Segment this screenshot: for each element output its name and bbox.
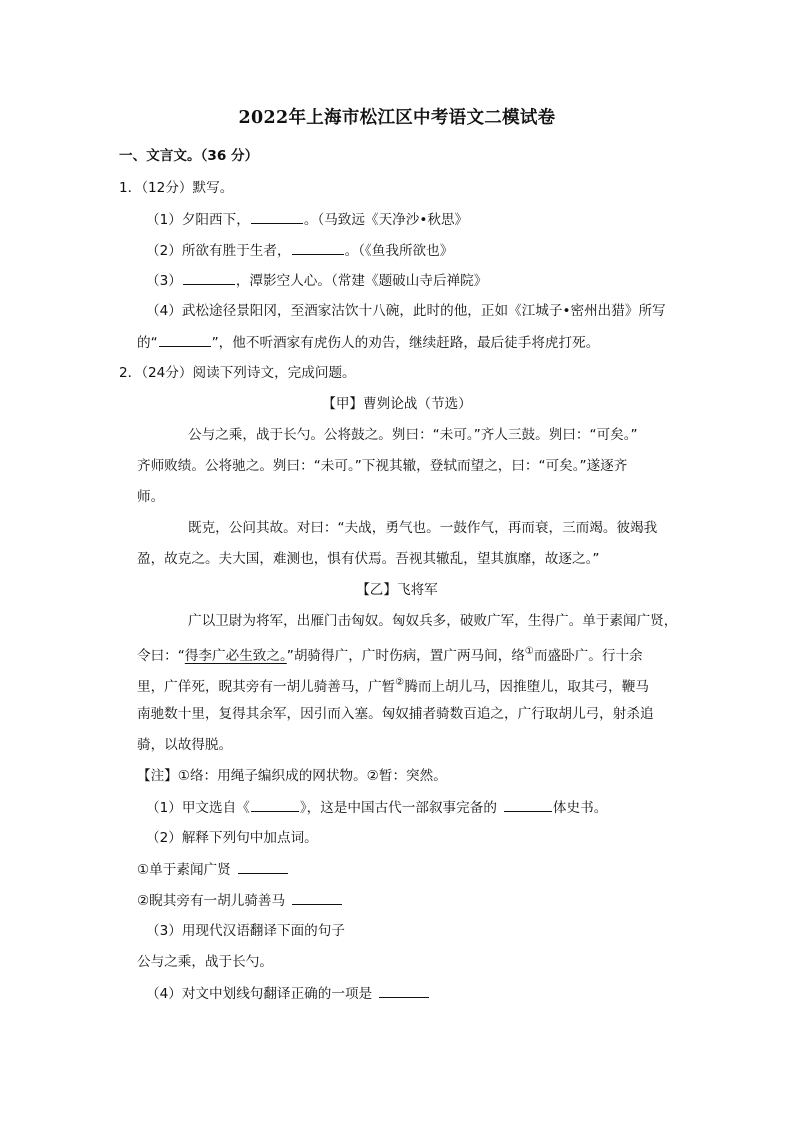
q2-sub-3: （3）用现代汉语翻译下面的句子 [146,923,345,939]
q1-item-4-text-b: ”，他不听酒家有虎伤人的劝告，继续赶路，最后徒手将虎打死。 [211,335,600,351]
passage-yi-line: 广以卫尉为将军，出雁门击匈奴。匈奴兵多，破败广军，生得广。单于素闻广贤， [188,613,678,629]
q2-sub-3-sentence: 公与之乘，战于长勺。 [137,954,273,970]
q1-item-1-text-a: （1）夕阳西下， [146,212,250,228]
q2-sub-2-item-1-text: ①单于素闻广贤 [137,862,231,878]
answer-blank[interactable] [159,332,211,347]
q2-sub-1-text-c: 体史书。 [552,800,608,816]
passage-jia-line: 盈，故克之。夫大国，难测也，惧有伏焉。吾视其辙乱，望其旗靡，故逐之。” [137,551,600,567]
footnote-marker: ① [524,646,534,657]
passage-jia-title: 【甲】曹刿论战（节选） [322,396,472,412]
q1-item-3 [146,270,487,291]
q2-sub-4-text: （4）对文中划线句翻译正确的一项是 [146,986,373,1002]
q2-sub-2-item-1 [137,859,289,880]
passage-jia-line: 公与之乘，战于长勺。公将鼓之。刿曰：“未可。”齐人三鼓。刿曰：“可矣。” [188,427,638,443]
passage-jia-line: 齐师败绩。公将驰之。刿曰：“未可。”下视其辙，登轼而望之，曰：“可矣。”遂逐齐 [137,458,628,474]
q1-item-1 [146,209,468,230]
underlined-sentence: 得李广必生致之。 [184,648,287,664]
q1-item-4-line-1: （4）武松途径景阳冈，至酒家沽饮十八碗，此时的他，正如《江城子•密州出猎》所写 [146,303,666,319]
passage-jia-line: 既克，公问其故。对曰：“夫战，勇气也。一鼓作气，再而衰，三而竭。彼竭我 [188,520,658,536]
footnote-marker: ② [395,677,405,688]
passage-yi-text: 而盛卧广。行十余 [533,648,643,664]
section-heading: 一、文言文。（36 分） [119,148,259,164]
answer-blank[interactable] [504,797,552,812]
q2-sub-2-item-2-text: ②睨其旁有一胡儿骑善马 [137,893,286,909]
q2-sub-1-text-a: （1）甲文选自《 [146,800,250,816]
answer-blank[interactable] [251,209,303,224]
q2-sub-1-text-b: 》，这是中国古代一部叙事完备的 [299,800,497,816]
q1-item-3-text-a: （3） [146,273,182,289]
q2-sub-2: （2）解释下列句中加点词。 [146,830,318,846]
passage-yi-text: 里，广佯死，睨其旁有一胡儿骑善马，广暂 [137,679,396,695]
passage-jia-line: 师。 [137,489,165,505]
q1-item-4-text-a: 的“ [137,335,158,351]
passage-yi-line [137,673,649,697]
answer-blank[interactable] [292,240,344,255]
passage-yi-title: 【乙】飞将军 [356,582,438,598]
question-2-heading: 2．（24分）阅读下列诗文，完成问题。 [119,365,356,381]
q2-sub-2-item-2 [137,890,343,911]
answer-blank[interactable] [292,890,342,905]
passage-yi-text: 腾而上胡儿马，因推堕儿，取其弓，鞭马 [404,679,649,695]
q2-sub-1 [146,797,607,818]
page-title: 2022年上海市松江区中考语文二模试卷 [238,108,556,128]
passage-yi-line [137,642,643,666]
q2-sub-4 [146,983,430,1004]
q1-item-4-line-2 [137,332,599,353]
passage-yi-text: ”胡骑得广，广时伤病，置广两马间，络 [286,648,525,664]
q1-item-2-text-a: （2）所欲有胜于生者， [146,243,291,259]
annotation-note: 【注】①络：用绳子编织成的网状物。②暂：突然。 [137,768,447,784]
question-1-heading: 1．（12分）默写。 [119,180,234,196]
q1-item-3-text-b: ，潭影空人心。（常建《题破山寺后禅院》 [235,273,488,289]
passage-yi-line: 南驰数十里，复得其余军，因引而入塞。匈奴捕者骑数百追之，广行取胡儿弓，射杀追 [137,706,654,722]
answer-blank[interactable] [238,859,288,874]
q1-item-2-text-b: 。（《鱼我所欲也》 [344,243,454,259]
passage-yi-text: 令曰：“ [137,648,185,664]
q1-item-1-text-b: 。（马致远《天净沙•秋思》 [303,212,469,228]
answer-blank[interactable] [251,797,299,812]
q1-item-2 [146,240,453,261]
passage-yi-line: 骑，以故得脱。 [137,737,233,753]
answer-blank[interactable] [183,270,235,285]
answer-blank[interactable] [379,983,429,998]
